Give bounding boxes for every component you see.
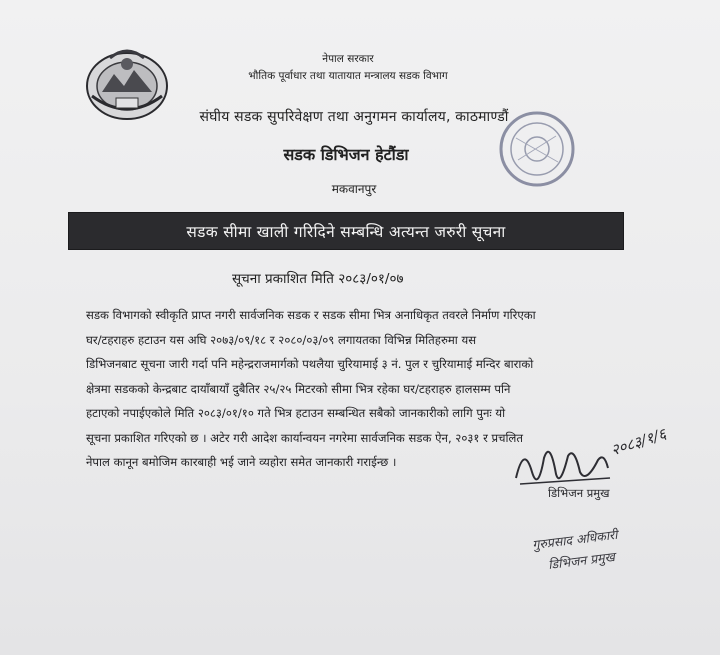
office-name: संघीय सडक सुपरिवेक्षण तथा अनुगमन कार्यालय, काठमाण्डौं bbox=[199, 109, 509, 125]
body-line: डिभिजनबाट सूचना जारी गर्दा पनि महेन्द्रराजमार्गको पथलैया चुरियामाई ३ नं. पुल र चुरियामाई मन्दिर बाराको bbox=[86, 357, 534, 371]
division-name: सडक डिभिजन हेटौंडा bbox=[283, 145, 409, 164]
office-stamp-icon bbox=[496, 108, 578, 190]
body-line: घर/टहराहरु हटाउन यस अघि २०७३/०९/१८ र २०८०/०३/०९ लगायतका विभिन्न मितिहरुमा यस bbox=[86, 332, 477, 347]
handwritten-officer-name: गुरुप्रसाद अधिकारी bbox=[531, 526, 619, 553]
notice-heading-text: सडक सीमा खाली गरिदिने सम्बन्धि अत्यन्त जरुरी सूचना bbox=[186, 223, 506, 241]
government-name: नेपाल सरकार bbox=[322, 53, 374, 65]
notice-heading bbox=[68, 212, 624, 250]
body-line: नेपाल कानून बमोजिम कारबाही भई जाने व्यहोरा समेत जानकारी गराईन्छ । bbox=[86, 455, 397, 469]
handwritten-officer-title: डिभिजन प्रमुख bbox=[547, 548, 616, 573]
body-line: क्षेत्रमा सडकको केन्द्रबाट दायाँबायाँ दुबैतिर २५/२५ मिटरको सीमा भित्र रहेका घर/टहराहरु हालसम्म पनि bbox=[86, 381, 511, 396]
signature-title: डिभिजन प्रमुख bbox=[548, 486, 610, 500]
signature-date: २०८३/१/६ bbox=[608, 424, 669, 460]
body-line: सडक विभागको स्वीकृति प्राप्त नगरी सार्वजनिक सडक र सडक सीमा भित्र अनाधिकृत तवरले निर्माण गरिएका bbox=[86, 308, 536, 322]
body-line: हटाएको नपाईएकोले मिति २०८३/०१/१० गते भित्र हटाउन सम्बन्धित सबैको जानकारीको लागि पुनः यो bbox=[86, 406, 506, 420]
ministry-name: भौतिक पूर्वाधार तथा यातायात मन्त्रालय सडक विभाग bbox=[248, 70, 448, 82]
district-name: मकवानपुर bbox=[331, 182, 377, 196]
published-date: सूचना प्रकाशित मिति २०८३/०१/०७ bbox=[232, 271, 404, 287]
body-line: सूचना प्रकाशित गरिएको छ । अटेर गरी आदेश कार्यान्वयन नगरेमा सार्वजनिक सडक ऐन, २०३१ र प्रचलित bbox=[86, 430, 523, 445]
